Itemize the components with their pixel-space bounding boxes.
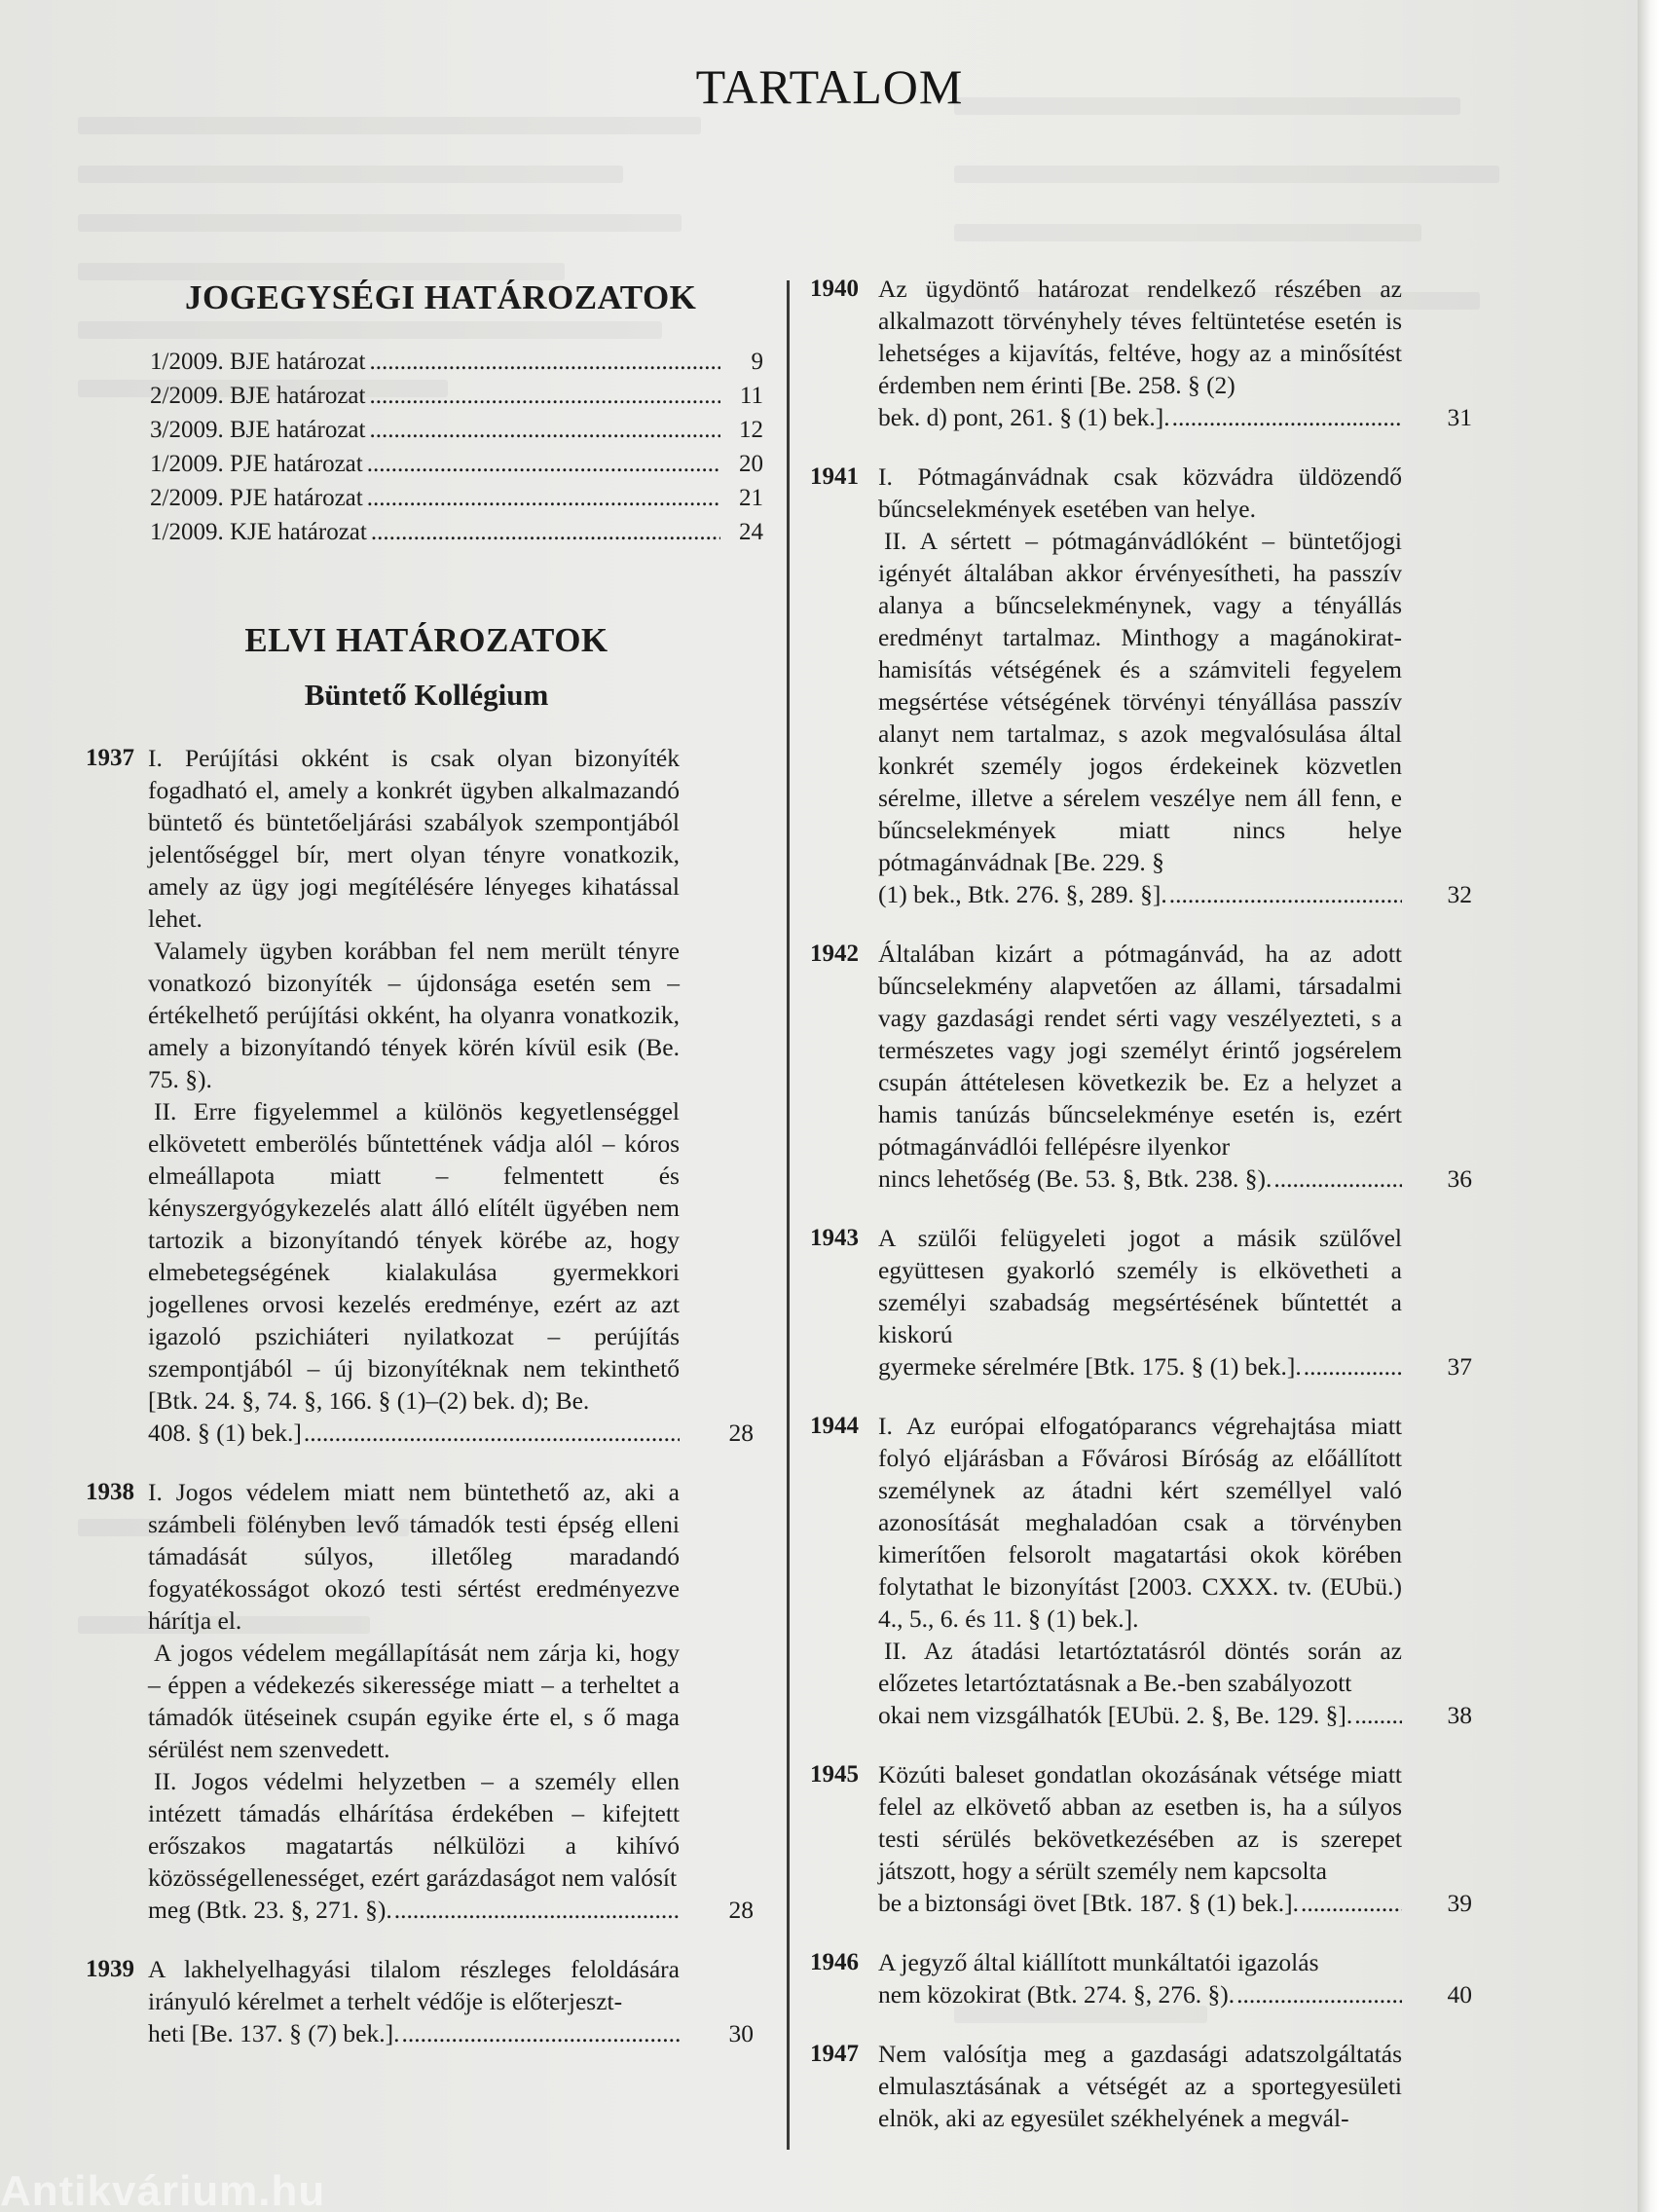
summary-last-text: (1) bek., Btk. 276. §, 289. §].: [878, 880, 1167, 908]
jogegysegi-heading: JOGEGYSÉGI HATÁROZATOK: [185, 278, 697, 316]
leader-dots: [1301, 1887, 1402, 1919]
decision-page-number: 37: [1447, 1352, 1472, 1381]
leader-dots: [1172, 401, 1402, 433]
decision-entry: [810, 1410, 1511, 1731]
watermark: Antikvárium.hu: [0, 2167, 326, 2212]
column-divider: [787, 280, 790, 2150]
summary-paragraph: A jogos védelem megállapítását nem zárja ki, hogy – éppen a védekezés sikeressége miatt – a terheltet a támadók ütéseinek csupán egyike érte el, s ő maga sérülést nem szenvedett.: [148, 1639, 680, 1763]
toc-item-page: 21: [739, 485, 763, 511]
decision-summary: [148, 1953, 680, 2049]
leader-dots: [367, 481, 720, 515]
right-entries: [810, 273, 1511, 2134]
decision-summary: [878, 1758, 1402, 1919]
bleed-line: [78, 117, 701, 134]
summary-paragraph: Nem valósítja meg a gazdasági adatszolgáltatás elmulasztásának a vétségét az a sportegyesületi elnök, aki az egyesület székhelyének a megvál-: [878, 2040, 1402, 2132]
summary-paragraph: I. Jogos védelem miatt nem büntethető az, aki a számbeli fölényben levő támadók testi épség elleni támadását súlyos, illetőleg maradandó fogyatékosságot okozó testi sértést eredményezve hárítja el.: [148, 1478, 680, 1635]
toc-item: [150, 447, 763, 481]
summary-paragraph: I. Pótmagánvádnak csak közvádra üldözendő bűncselekmények esetében van helye.: [878, 462, 1402, 523]
summary-last-line: [878, 1699, 1402, 1731]
decision-entry: [810, 1758, 1511, 1919]
summary-paragraph: A lakhelyelhagyási tilalom részleges feloldására irányuló kérelmet a terhelt védője is előterjeszt-: [148, 1955, 680, 2015]
toc-item-label: 1/2009. KJE határozat: [150, 519, 367, 545]
leader-dots: [367, 447, 720, 481]
bleed-line: [954, 224, 1421, 241]
summary-last-text: bek. d) pont, 261. § (1) bek.].: [878, 403, 1170, 431]
summary-last-line: [878, 1162, 1402, 1195]
summary-last-text: heti [Be. 137. § (7) bek.].: [148, 2019, 400, 2047]
decision-page-number: 39: [1447, 1889, 1472, 1917]
page-title: TARTALOM: [695, 59, 964, 114]
decision-summary: [148, 1476, 680, 1926]
leader-dots: [1304, 1350, 1402, 1382]
summary-last-line: [878, 1350, 1402, 1382]
jogegysegi-list: [86, 345, 763, 549]
toc-item-label: 2/2009. BJE határozat: [150, 383, 366, 409]
summary-paragraph: Az ügydöntő határozat rendelkező részében az alkalmazott törvényhely téves feltüntetése esetén is lehetséges a kijavítás, feltéve, hogy az a minősítést érdemben nem érinti [Be. 258. § (2): [878, 275, 1402, 399]
summary-last-text: 408. § (1) bek.]: [148, 1419, 302, 1447]
toc-item: [150, 345, 763, 379]
decision-number: 1942: [810, 940, 859, 967]
decision-number: 1938: [86, 1479, 134, 1505]
leader-dots: [394, 1894, 680, 1926]
decision-page-number: 40: [1447, 1980, 1472, 2009]
summary-paragraph: II. Jogos védelmi helyzetben – a személy ellen intézett támadás elhárítása érdekében – kifejtett erőszakos magatartás nélkülözi a kihívó közösségellenességet, ezért garázdaságot nem valósít: [148, 1767, 680, 1892]
toc-item-page: 12: [739, 417, 763, 443]
toc-item-page: 20: [739, 451, 763, 477]
elvi-subheading: Büntető Kollégium: [304, 678, 549, 712]
decision-number: 1937: [86, 745, 134, 771]
summary-last-text: be a biztonsági övet [Btk. 187. § (1) bek.].: [878, 1889, 1299, 1917]
summary-paragraph: II. A sértett – pótmagánvádlóként – büntetőjogi igényét általában akkor érvényesítheti, ha passzív alanya a bűncselekménynek, vagy a tényállás eredményt tartalmaz. Minthogy a magánokirat-hamisítás vétségének és a számviteli fegyelem megsértése vétségének törvényi tényállása passzív alanyt nem tartalmaz, s azok megvalósulása által konkrét személy jogos érdekeinek közvetlen sérelme, illetve a sérelem veszélye nem áll fenn, e bűncselekmények miatt nincs helye pótmagánvádnak [Be. 229. §: [878, 527, 1402, 876]
leader-dots: [1354, 1699, 1402, 1731]
leader-dots: [1169, 878, 1402, 910]
elvi-heading: ELVI HATÁROZATOK: [244, 621, 608, 659]
summary-paragraph: A jegyző által kiállított munkáltatói igazolás: [878, 1948, 1319, 1976]
summary-paragraph: Valamely ügyben korábban fel nem merült tényre vonatkozó bizonyíték – újdonsága esetén sem – értékelhető perújítási okként, ha olyanra vonatkozik, amely a bizonyítandó tények körén kívül esik (Be. 75. §).: [148, 937, 680, 1093]
bleed-line: [78, 166, 623, 183]
decision-page-number: 28: [728, 1419, 754, 1447]
decision-entry: [86, 742, 767, 1449]
decision-summary: [878, 1410, 1402, 1731]
decision-page-number: 28: [728, 1896, 754, 1924]
decision-entry: [810, 1946, 1511, 2010]
decision-summary: [878, 1946, 1402, 2010]
summary-paragraph: A szülői felügyeleti jogot a másik szülővel együttesen gyakorló személy is elkövetheti a személyi szabadság megsértésének bűntettét a kiskorú: [878, 1224, 1402, 1348]
toc-item-page: 9: [751, 349, 763, 375]
toc-item-label: 3/2009. BJE határozat: [150, 417, 366, 443]
decision-entry: [810, 938, 1511, 1195]
decision-entry: [86, 1476, 767, 1926]
summary-paragraph: I. Az európai elfogatóparancs végrehajtása miatt folyó eljárásban a Fővárosi Bíróság az előállított személynek az átadni kért személlyel való azonosítását meghaladóan csak a törvényben kimerítően felsorolt magatartási okok körében folytathat le bizonyítást [2003. CXXX. tv. (EUbü.) 4., 5., 6. és 11. § (1) bek.].: [878, 1412, 1402, 1633]
decision-number: 1944: [810, 1413, 859, 1439]
decision-entry: [810, 461, 1511, 910]
summary-last-line: [148, 1417, 680, 1449]
decision-page-number: 36: [1447, 1164, 1472, 1193]
decision-number: 1947: [810, 2041, 859, 2067]
summary-paragraph: II. Erre figyelemmel a különös kegyetlenséggel elkövetett emberölés bűntettének vádja alól – kóros elmeállapota miatt – felmentett és kényszergyógykezelés alatt álló elítélt ügyében nem tartozik a bizonyítandó tények körébe az, hogy elmebetegségének kialakulása gyermekkori jogellenes orvosi kezelés eredménye, ezért az azt igazoló pszichiáteri nyilatkozat – perújítás szempontjából – új bizonyítéknak nem tekinthető [Btk. 24. §, 74. §, 166. § (1)–(2) bek. d); Be.: [148, 1097, 680, 1415]
decision-page-number: 38: [1447, 1701, 1472, 1729]
decision-summary: [878, 938, 1402, 1195]
toc-item-label: 1/2009. BJE határozat: [150, 349, 366, 375]
toc-item: [150, 515, 763, 549]
summary-last-line: [148, 1894, 680, 1926]
decision-number: 1939: [86, 1956, 134, 1982]
decision-number: 1946: [810, 1949, 859, 1975]
leader-dots: [304, 1417, 680, 1449]
decision-entry: [86, 1953, 767, 2049]
leader-dots: [369, 379, 720, 413]
summary-last-line: [878, 401, 1402, 433]
decision-entry: [810, 1222, 1511, 1382]
decision-summary: [148, 742, 680, 1449]
leader-dots: [1236, 1978, 1402, 2010]
toc-item: [150, 413, 763, 447]
summary-last-line: [878, 1978, 1402, 2010]
left-column: [86, 273, 767, 2077]
decision-number: 1940: [810, 276, 859, 302]
toc-item-page: 11: [739, 383, 763, 409]
leader-dots: [401, 2017, 680, 2049]
left-entries: [86, 742, 767, 2049]
summary-paragraph: II. Az átadási letartóztatásról döntés során az előzetes letartóztatásnak a Be.-ben szabályozott: [878, 1637, 1402, 1697]
decision-entry: [810, 2038, 1511, 2134]
summary-last-line: [878, 878, 1402, 910]
decision-page-number: 31: [1447, 403, 1472, 431]
summary-last-text: meg (Btk. 23. §, 271. §).: [148, 1896, 392, 1924]
leader-dots: [371, 515, 720, 549]
toc-item: [150, 481, 763, 515]
summary-last-text: nem közokirat (Btk. 274. §, 276. §).: [878, 1980, 1235, 2009]
summary-last-text: nincs lehetőség (Be. 53. §, Btk. 238. §).: [878, 1164, 1272, 1193]
toc-item-label: 1/2009. PJE határozat: [150, 451, 363, 477]
right-column: [810, 273, 1511, 2161]
summary-last-text: okai nem vizsgálhatók [EUbü. 2. §, Be. 129. §].: [878, 1701, 1353, 1729]
page-edge: [1638, 0, 1659, 2212]
decision-number: 1941: [810, 463, 859, 490]
summary-last-line: [148, 2017, 680, 2049]
decision-page-number: 32: [1447, 880, 1472, 908]
decision-number: 1945: [810, 1761, 859, 1788]
decision-page-number: 30: [728, 2019, 754, 2047]
decision-summary: [878, 1222, 1402, 1382]
leader-dots: [369, 345, 720, 379]
decision-entry: [810, 273, 1511, 433]
toc-item-label: 2/2009. PJE határozat: [150, 485, 363, 511]
bleed-line: [954, 166, 1499, 183]
summary-paragraph: I. Perújítási okként is csak olyan bizonyíték fogadható el, amely a konkrét ügyben alkalmazandó büntető és büntetőeljárási szabályok szempontjából jelentőséggel bír, mert olyan tényre vonatkozik, amely az ügy jogi megítélésére lényeges kihatással lehet.: [148, 744, 680, 933]
summary-paragraph: Általában kizárt a pótmagánvád, ha az adott bűncselekmény alapvetően az állami, társadalmi vagy gazdasági rendet sérti vagy veszélyezteti, s a természetes vagy jogi személyt érintő jogsérelem csupán áttételesen következik be. Ez a helyzet a hamis tanúzás bűncselekménye esetén is, ezért pótmagánvádlói fellépésre ilyenkor: [878, 940, 1402, 1161]
leader-dots: [1273, 1162, 1402, 1195]
decision-number: 1943: [810, 1225, 859, 1251]
summary-last-line: [878, 1887, 1402, 1919]
decision-summary: [878, 461, 1402, 910]
summary-paragraph: Közúti baleset gondatlan okozásának vétsége miatt felel az elkövető abban az esetben is, ha a súlyos testi sérülés bekövetkezésében az is szerepet játszott, hogy a sérült személy nem kapcsolta: [878, 1760, 1402, 1885]
decision-summary: [878, 273, 1402, 433]
decision-summary: [878, 2038, 1402, 2134]
bleed-line: [78, 214, 682, 232]
summary-last-text: gyermeke sérelmére [Btk. 175. § (1) bek.].: [878, 1352, 1302, 1381]
toc-item-page: 24: [739, 519, 763, 545]
toc-item: [150, 379, 763, 413]
leader-dots: [369, 413, 720, 447]
